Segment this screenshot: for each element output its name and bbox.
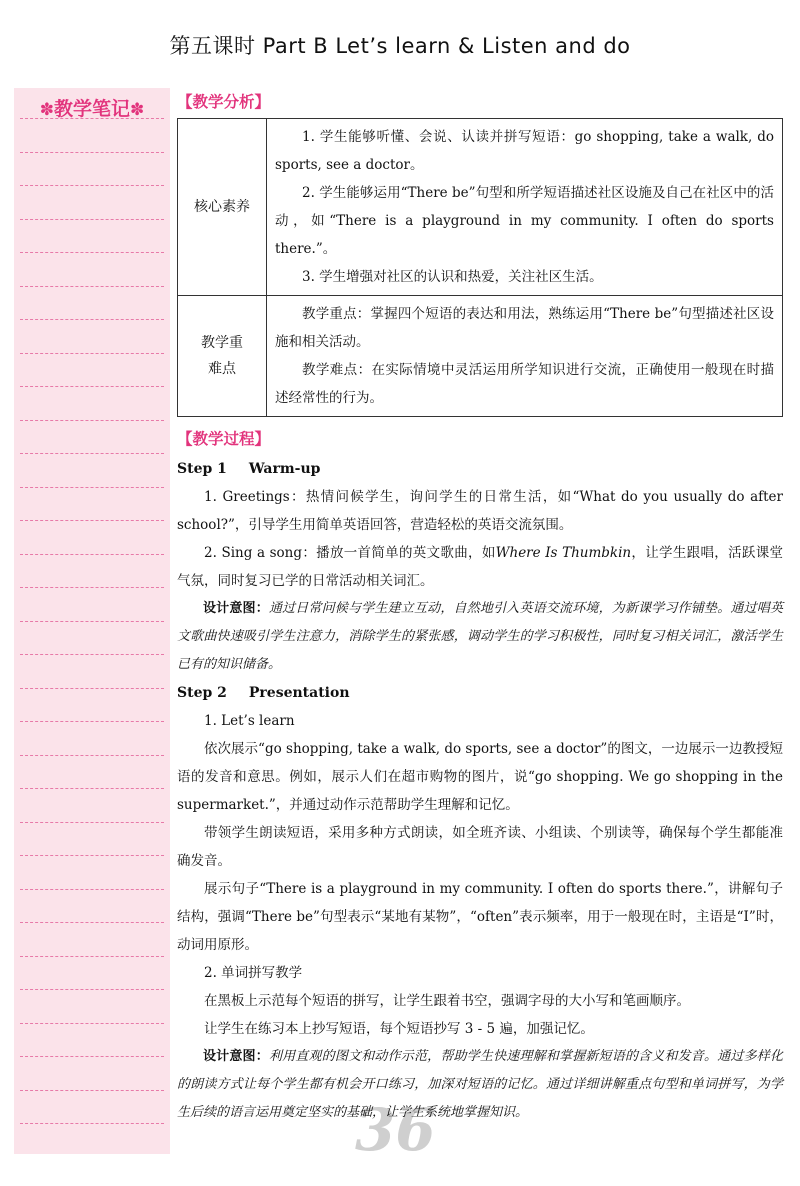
key-item: 教学重点：掌握四个短语的表达和用法，熟练运用“There be”句型描述社区设施和相关活动。 <box>275 306 774 350</box>
step1-paragraph <box>177 539 783 595</box>
step-title: Warm-up <box>248 461 321 477</box>
note-line <box>20 621 164 622</box>
flower-icon: ✽ <box>39 100 54 120</box>
note-line <box>20 1090 164 1091</box>
design-label: 设计意图： <box>203 1049 269 1064</box>
core-item: 3. 学生增强对社区的认识和热爱，关注社区生活。 <box>302 269 603 285</box>
step-label: Step 2 <box>177 685 227 701</box>
table-row <box>178 119 783 296</box>
note-line <box>20 185 164 186</box>
note-line <box>20 353 164 354</box>
design-text: 利用直观的图文和动作示范，帮助学生快速理解和掌握新短语的含义和发音。通过多样化的朗读方式让每个学生都有机会开口练习，加深对短语的记忆。通过详细讲解重点句型和单词拼写，为学生后续的语言运用奠定坚实的基础，让学生系统地掌握知识。 <box>177 1049 783 1120</box>
analysis-table <box>177 118 783 417</box>
note-line <box>20 721 164 722</box>
note-line <box>20 1023 164 1024</box>
note-line <box>20 286 164 287</box>
design-intent <box>177 1043 783 1127</box>
step-title: Presentation <box>248 685 350 701</box>
note-line <box>20 520 164 521</box>
song-title: Where Is Thumbkin <box>495 545 632 561</box>
note-line <box>20 1056 164 1057</box>
core-item: 1. 学生能够听懂、会说、认读并拼写短语：go shopping, take a walk, do sports, see a doctor。 <box>275 129 774 173</box>
note-line <box>20 688 164 689</box>
sidebar-title <box>14 94 170 121</box>
key-content <box>267 296 783 417</box>
note-line <box>20 855 164 856</box>
note-line <box>20 654 164 655</box>
process-heading: 【教学过程】 <box>177 430 271 448</box>
key-label-line: 教学重 <box>201 335 243 351</box>
page-number: 36 <box>355 1096 436 1164</box>
note-line <box>20 386 164 387</box>
key-label-line: 难点 <box>208 361 236 377</box>
step2-subheading: 1. Let’s learn <box>204 713 295 729</box>
analysis-heading: 【教学分析】 <box>177 93 271 111</box>
note-line <box>20 889 164 890</box>
note-line <box>20 822 164 823</box>
step2-paragraph: 展示句子“There is a playground in my community. I often do sports there.”，讲解句子结构，强调“There be”句型表示“某地有某物”，“often”表示频率，用于一般现在时，主语是“I”时，动词用原形。 <box>177 881 783 953</box>
note-line <box>20 118 164 119</box>
note-line <box>20 319 164 320</box>
note-line <box>20 956 164 957</box>
design-text: 通过日常问候与学生建立互动，自然地引入英语交流环境，为新课学习作铺垫。通过唱英文歌曲快速吸引学生注意力，消除学生的紧张感，调动学生的学习积极性，同时复习相关词汇，激活学生已有的知识储备。 <box>177 601 783 672</box>
step2-paragraph: 带领学生朗读短语，采用多种方式朗读，如全班齐读、小组读、个别读等，确保每个学生都能准确发音。 <box>177 825 783 869</box>
note-line <box>20 922 164 923</box>
text-run: 2. Sing a song：播放一首简单的英文歌曲，如 <box>204 545 496 561</box>
core-item: 2. 学生能够运用“There be”句型和所学短语描述社区设施及自己在社区中的活动，如“There is a playground in my community. I often do sports there.”。 <box>275 185 774 257</box>
step2-paragraph: 依次展示“go shopping, take a walk, do sports, see a doctor”的图文，一边展示一边教授短语的发音和意思。例如，展示人们在超市购物的图片，说“go shopping. We go shopping in the supermarket.”，并通过动作示范帮助学生理解和记忆。 <box>177 741 783 813</box>
note-line <box>20 587 164 588</box>
step2-subheading: 2. 单词拼写教学 <box>204 965 303 981</box>
note-line <box>20 554 164 555</box>
note-line <box>20 252 164 253</box>
note-line <box>20 219 164 220</box>
sidebar-title-text: 教学笔记 <box>53 98 130 120</box>
note-line <box>20 755 164 756</box>
note-line <box>20 453 164 454</box>
step2-paragraph: 让学生在练习本上抄写短语，每个短语抄写 3 - 5 遍，加强记忆。 <box>204 1021 594 1037</box>
note-line <box>20 989 164 990</box>
note-line <box>20 1123 164 1124</box>
key-item: 教学难点：在实际情境中灵活运用所学知识进行交流，正确使用一般现在时描述经常性的行为。 <box>275 362 774 406</box>
table-row <box>178 296 783 417</box>
note-line <box>20 788 164 789</box>
note-line <box>20 420 164 421</box>
step-label: Step 1 <box>177 461 227 477</box>
key-label <box>178 296 267 417</box>
step2-heading <box>177 679 783 707</box>
core-label: 核心素养 <box>178 119 267 296</box>
text-run: ，让学生跟唱，活跃课堂气氛，同时复习已学的日常活动相关词汇。 <box>177 545 784 589</box>
step2-paragraph: 在黑板上示范每个短语的拼写，让学生跟着书空，强调字母的大小写和笔画顺序。 <box>204 993 690 1009</box>
step1-heading <box>177 455 783 483</box>
step1-paragraph: 1. Greetings：热情问候学生，询问学生的日常生活，如“What do you usually do after school?”，引导学生用简单英语回答，营造轻松的英语交流氛围。 <box>177 489 783 533</box>
main-content <box>177 88 783 1127</box>
note-line <box>20 152 164 153</box>
page-title: 第五课时 Part B Let’s learn & Listen and do <box>169 34 631 58</box>
design-label: 设计意图： <box>203 601 269 616</box>
core-content <box>267 119 783 296</box>
note-line <box>20 487 164 488</box>
teaching-notes-sidebar <box>14 88 170 1154</box>
design-intent <box>177 595 783 679</box>
flower-icon: ✽ <box>130 100 145 120</box>
